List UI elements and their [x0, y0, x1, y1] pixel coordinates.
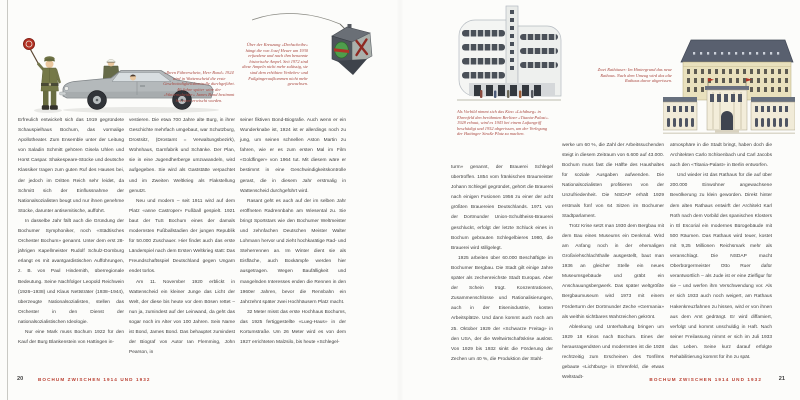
running-title-right: BOCHUM ZWISCHEN 1914 UND 1932	[649, 377, 762, 382]
rathaus-illustration	[663, 36, 795, 138]
body-paragraph: Ablenkung und Unterhaltung bringen um 1929 18 Kinos nach Bochum. Eines der herausragendsten und modernsten ist die 1928 rechtzeitig zum Erscheinen des Tonfilms gebaute «Lichtburg» in Ehrenfeld, die etwas Weltstadt-	[562, 324, 664, 381]
right-page-column-1	[451, 163, 553, 365]
body-paragraph: turm» genannt, der Brauerei Schlegel übertroffen. 1854 vom fränkischen Braumeister Johann Schlegel gegründet, gehört die Brauerei nach einigen Fusionen 1956 zu einer der acht größten Brauereien Deutschlands. 1971 von der Dortmunder Union-Schultheiss-Brauerei geschluckt, erfolgt der letzte Schluck eines in Bochum gebrauten Schlegelbieres 1980, die Brauerei wird stillgelegt.	[451, 165, 553, 251]
lichtburg-caption: Als Vorbild nimmt sich das Kino «Lichtburg» in Ehrenfeld den berühmten Berliner «Titania-Palast». 1928 erbaut, wird es 1943 bei einem Luftangriff beschädigt und 1952 abgerissen, um der Verlegung der Hattinger Straße Platz zu machen.	[457, 109, 549, 137]
body-paragraph: 1925 arbeiten über 60.000 Beschäftigte im Bochumer Bergbau. Die Stadt gilt einige Jahre später als zechenreichste Stadt Europas. Aber der Schein trügt. Konzentrationen, Zusammenschlüsse und Rationalisierungen, auch in der Eisenindustrie, kosten Arbeitsplätze. Und dann kommt auch noch am 25. Oktober 1929 der «Schwarze Freitag» in den USA, der die Weltwirtschaftskrise auslöst. Von 1929 bis 1932 sinkt die Förderung der Zechen um 40 %, die Produktion der Stahl-	[451, 255, 553, 362]
body-paragraph: atmosphäre in die Stadt bringt, haben doch die Architekten Carlo Schloenbach und Carl Jacobs auch den «Titania-Palast» in Berlin entworfen.	[670, 143, 772, 169]
body-paragraph: Und wieder ist das Rathaus für die auf über 200.000 Einwohner angewachsene Bevölkerung zu klein geworden. Direkt hinter dem alten Rathaus entwirft der Architekt Karl Roth nach dem Vorbild des spanischen Klosters in El Escorial ein modernes Bürogebäude mit 500 Räumen. Das Rathaus wird teuer, kostet mit 9,25 Millionen Reichsmark mehr als veranschlagt. Die NSDAP macht Oberbürgermeister Otto Ruer dafür verantwortlich – als Jude ist er eine Zielfigur für sie – und werfen ihm Verschwendung vor. Als er sich 1933 auch noch weigert, am Rathaus Hakenkreuzfahnen zu hissen, wird er von ihnen aus dem Amt gedrängt. Er wird diffamiert, verfolgt und kommt unschuldig in Haft. Nach seiner Freilassung nimmt er sich im Juli 1933 das Leben. Seine kurz darauf erfolgte Rehabilitierung kommt für ihn zu spät.	[670, 173, 772, 360]
body-paragraph: Trotz Krise setzt man 1930 dem Bergbau mit dem Bau eines Museums ein Denkmal. Wird am Anfang noch in der ehemaligen Großviehschlachthalle ausgestellt, baut man 1936 an gleicher Stelle ein neues Museumsgebäude und gräbt ein Anschauungsbergwerk. Das später weltgrößte Bergbaumuseum wird 1973 mit einem Förderturm der Dortmunder Zeche «Germania» als weithin sichtbares Wahrzeichen gekrönt.	[562, 223, 665, 320]
left-page-number: 20	[17, 376, 24, 382]
right-page-column-3	[670, 141, 772, 363]
right-page-number: 21	[778, 376, 785, 382]
window-bands-right	[520, 33, 558, 69]
running-title-left: BOCHUM ZWISCHEN 1914 UND 1932	[38, 377, 151, 382]
rathaus-caption: Zwei Rathäuser: Im Hintergrund das neue Rathaus. Nach dem Umzug wird das alte Rathaus davor abgerissen.	[597, 67, 672, 84]
bond-car-caption: «Ihren Führerschein, Herr Bond» 1924 wird in Wattenscheid die erste Geschwindigkeitskontrolle durchgeführt. 40 Jahre später wäre der «Wattenscheider» James Bond bestimmt bei einer erwischt worden.	[163, 70, 235, 103]
body-paragraph: werke um 60 %, die Zahl der Arbeitssuchenden steigt in diesem Zeitraum von 6.600 auf 43.000. Bochum muss fast die Hälfte des Haushaltes für soziale Ausgaben aufwenden. Die Nationalsozialisten profitieren von der Unzufriedenheit. Die NSDAP erhält 1929 erstmals fünf von 64 Sitzen im Bochumer Stadtparlament.	[562, 143, 664, 219]
body-paragraph: In dasselbe Jahr fällt auch die Gründung der Bochumer Symphoniker, noch «Städtisches Orchester Bochum» genannt. Unter dem erst 28-jährigen Kapellmeister Rudolf Schulz-Dornburg erlangt es mit avantgardistischen Aufführungen, z. B. von Paul Hindemith, überregionale Bedeutung. Seine Nachfolger Leopold Reichwein (1926–1938) und Klaus Nettsträter (1938–1944), überzeugte Nationalsozialisten, stellen das Orchester in den Dienst der nationalsozialistischen Ideologie.	[18, 218, 124, 325]
body-paragraph: Nur eine Mark muss Bochum 1922 für den Kauf der Burg Blankenstein von Hattingen in-	[18, 329, 124, 346]
body-paragraph: 32 Meter misst das erste Hochhaus Bochums, das 1925 fertiggestellte «Lueg-Haus» in der Kortumstraße. Um 26 Meter wird es von dem 1927 errichteten Malzsilo, bis heute «Schlegel-	[240, 309, 346, 346]
body-paragraph: Erfreulich entwickelt sich das 1919 gegründete Schauspielhaus Bochum, das vormalige Apollotheater. Zum Ensemble unter der Leitung von Saladin Schmitt gehören Gisela Uhlen und Horst Caspar. Shakespeare-Stücke und deutsche Klassiker tragen zum guten Ruf des Hauses bei, der jedoch im Dritten Reich sehr leidet, da Schmitt sich der Einflussnahme der Nationalsozialisten beugt und nur ihnen genehme Stücke, darunter antisemitische, aufführt.	[18, 118, 124, 214]
body-paragraph: Neu und modern – seit 1911 wird auf dem Platz «anne Castroper» Fußball gespielt. 1921 baut der TuS Bochum eines der damals modernsten Fußballstadien der jungen Republik für 50.000 Zuschauer. Hier findet auch das erste Länderspiel nach dem Ersten Weltkrieg statt: Das Freundschaftsspiel Deutschland gegen Ungarn endet torlos.	[129, 198, 235, 275]
right-page-column-2	[562, 141, 664, 383]
body-paragraph: Rasant geht es auch auf der im selben Jahr eröffneten Radrennbahn am Wiesental zu. Sie bringt Sportstars wie den Bochumer Weltmeister und zehnfachen Deutschen Meister Walter Lohmann hervor und zieht hochkarätige Rad- und Steherrennen an. Im Winter dient sie als Eisfläche, auch Boxkämpfe werden hier ausgetragen. Wegen Baufälligkeit und mangelnden Interesses enden die Rennen in den 1960er Jahren, bevor die Rennbahn ein Jahrzehnt später zwei Hochhäusern Platz macht.	[240, 198, 346, 305]
pendant-signal-caption: Über der Kreuzung «Drehscheibe» hängt die von Josef Heuer um 1930 erfundene und nach ihm benannte historische Ampel. Seit 1972 sind diese Ampeln nicht mehr zulässig, sie sind dem erhöhten Verkehrs- und Fußgängeraufkommen nicht mehr gewachsen.	[242, 42, 308, 87]
lichtburg-cinema-illustration	[449, 4, 569, 108]
body-paragraph: seiner fiktiven Bond-Biografie. Auch wenn er ein Wunderknabe ist, 1924 ist er allerdings noch zu jung, um seinen schnellen Aston Martin zu fahren, wie er es zum ersten Mal im Film «Goldfinger» von 1964 tut. Mit diesem wäre er bestimmt in eine Geschwindigkeitskontrolle gerast, die in diesem Jahr erstmalig in Wattenscheid durchgeführt wird.	[240, 118, 346, 194]
body-paragraph: Am 11. November 1920 erblickt in Wattenscheid ein kleiner Junge das Licht der Welt, der diese bis heute vor dem Bösen rettet – nun ja, zumindest auf der Leinwand, da geht das sogar noch im Alter von 100 Jahren. Sein Name ist Bond, James Bond. Das behauptet zumindest der Biograf von Autor Ian Flemming, John Pearson, in	[129, 279, 235, 356]
body-paragraph: vestieren. Die etwa 700 Jahre alte Burg, in ihrer Geschichte mehrfach umgebaut, war Schutzburg, Drostsitz, (Drostamt = Verwaltungsbezirk), Wohnhaus, Garnfabrik und Schänke. Der Plan, sie in eine Jugendherberge umzuwandeln, wird aufgegeben. Sie wird als Gaststätte verpachtet und im Zweiten Weltkrieg als Flakstellung genutzt.	[129, 118, 235, 194]
